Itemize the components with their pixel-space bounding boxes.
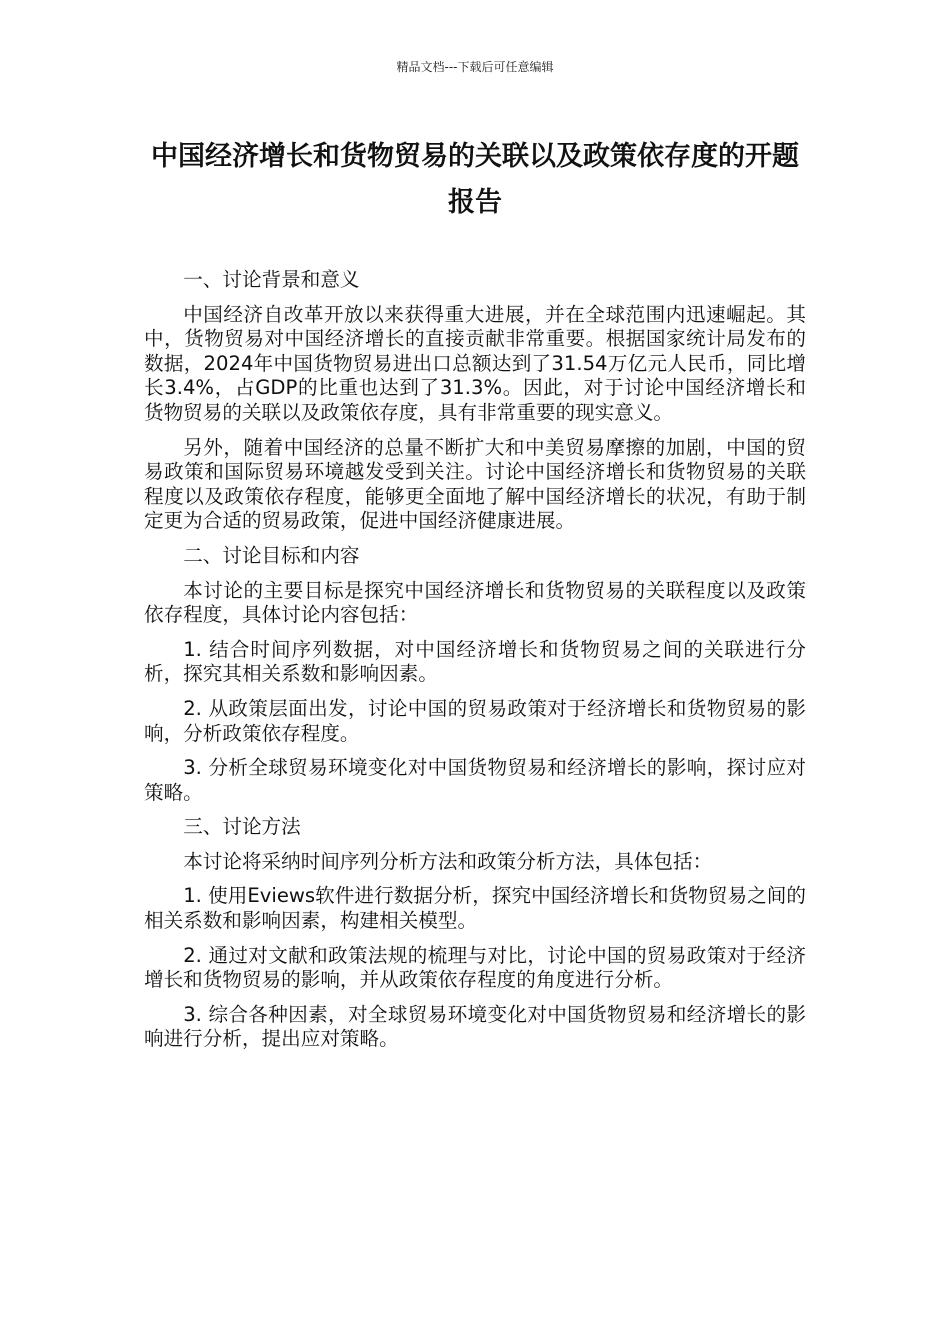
- section-objectives: [144, 544, 806, 805]
- page-header: 精品文档---下载后可任意编辑: [396, 60, 554, 74]
- paragraph: 中国经济自改革开放以来获得重大进展，并在全球范围内迅速崛起。其中，货物贸易对中国经济增长的直接贡献非常重要。根据国家统计局发布的数据，2024年中国货物贸易进出口总额达到了31.54万亿元人民币，同比增长3.4%，占GDP的比重也达到了31.3%。因此，对于讨论中国经济增长和货物贸易的关联以及政策依存度，具有非常重要的现实意义。: [144, 302, 806, 424]
- section-heading: 二、讨论目标和内容: [183, 543, 360, 567]
- list-item: 3. 分析全球贸易环境变化对中国货物贸易和经济增长的影响，探讨应对策略。: [144, 756, 806, 804]
- section-heading: 三、讨论方法: [183, 815, 301, 839]
- list-item: 3. 综合各种因素，对全球贸易环境变化对中国货物贸易和经济增长的影响进行分析，提出应对策略。: [144, 1002, 806, 1051]
- paragraph: 本讨论将采纳时间序列分析方法和政策分析方法，具体包括：: [183, 849, 713, 873]
- paragraph: 另外，随着中国经济的总量不断扩大和中美贸易摩擦的加剧，中国的贸易政策和国际贸易环境越发受到关注。讨论中国经济增长和货物贸易的关联程度以及政策依存程度，能够更全面地了解中国经济增长的状况，有助于制定更为合适的贸易政策，促进中国经济健康进展。: [144, 435, 806, 533]
- list-item: 2. 通过对文献和政策法规的梳理与对比，讨论中国的贸易政策对于经济增长和货物贸易的影响，并从政策依存程度的角度进行分析。: [144, 943, 806, 992]
- list-item: 1. 结合时间序列数据，对中国经济增长和货物贸易之间的关联进行分析，探究其相关系数和影响因素。: [144, 637, 806, 686]
- document-title: 中国经济增长和货物贸易的关联以及政策依存度的开题报告: [151, 141, 799, 218]
- list-item: 1. 使用Eviews软件进行数据分析，探究中国经济增长和货物贸易之间的相关系数和影响因素，构建相关模型。: [144, 884, 806, 933]
- section-methods: [144, 815, 806, 1052]
- paragraph: 本讨论的主要目标是探究中国经济增长和货物贸易的关联程度以及政策依存程度，具体讨论内容包括：: [144, 578, 806, 627]
- section-heading: 一、讨论背景和意义: [183, 268, 360, 291]
- document-body: [144, 268, 806, 1062]
- section-background: [144, 268, 806, 534]
- list-item: 2. 从政策层面出发，讨论中国的贸易政策对于经济增长和货物贸易的影响，分析政策依存程度。: [144, 696, 806, 745]
